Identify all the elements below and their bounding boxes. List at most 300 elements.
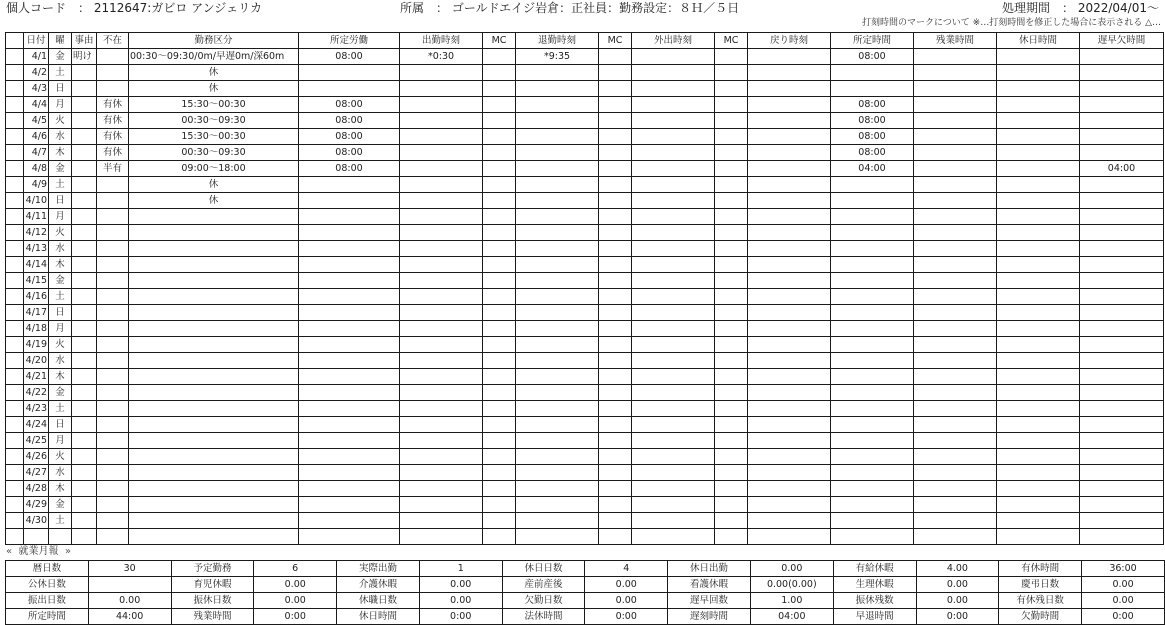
clock-out-mc-cell [599,257,632,273]
clock-out-cell [516,401,599,417]
clock-in-cell [400,433,483,449]
return-cell [748,65,831,81]
holiday-hours-cell [997,49,1080,65]
return-cell [748,49,831,65]
absence-cell [97,369,129,385]
reason-cell [72,257,97,273]
clock-in-mc-cell [483,161,516,177]
department [400,0,739,16]
absence-cell [97,497,129,513]
summary-label: 産前産後 [502,577,585,593]
monthly-summary-body [6,561,1165,625]
late-early-cell [1080,273,1164,289]
overtime-cell [914,401,997,417]
table-row[interactable] [6,145,1164,161]
scheduled-work-cell [299,385,400,401]
row-selector[interactable] [6,209,24,225]
reason-cell [72,385,97,401]
clock-out-mc-cell [599,497,632,513]
fixed-hours-cell [831,257,914,273]
clock-in-mc-cell [483,401,516,417]
table-row[interactable] [6,209,1164,225]
fixed-hours-cell: 08:00 [831,129,914,145]
row-selector[interactable] [6,65,24,81]
return-cell [748,193,831,209]
absence-cell [97,337,129,353]
return-cell [748,369,831,385]
row-selector[interactable] [6,305,24,321]
scheduled-work-cell: 08:00 [299,49,400,65]
table-row[interactable] [6,369,1164,385]
clock-out-mc-cell [599,209,632,225]
absence-cell [97,321,129,337]
date-cell: 4/23 [24,401,49,417]
shift-cell [129,241,299,257]
clock-out-mc-cell [599,273,632,289]
go-out-cell [632,401,715,417]
holiday-hours-cell [997,449,1080,465]
row-selector[interactable] [6,129,24,145]
reason-cell [72,513,97,529]
late-early-cell [1080,417,1164,433]
fixed-hours-cell [831,369,914,385]
overtime-cell [914,145,997,161]
clock-in-mc-cell [483,257,516,273]
column-header [6,33,24,49]
table-row[interactable] [6,433,1164,449]
scheduled-work-cell [299,369,400,385]
clock-out-mc-cell [599,449,632,465]
overtime-cell [914,497,997,513]
reason-cell [72,321,97,337]
late-early-cell [1080,241,1164,257]
holiday-hours-cell [997,209,1080,225]
table-row[interactable] [6,289,1164,305]
summary-value: 1.00 [750,593,833,609]
fixed-hours-cell [831,225,914,241]
summary-label: 休日日数 [502,561,585,577]
monthly-report-heading[interactable] [6,545,71,559]
go-out-mc-cell [715,401,748,417]
date-cell: 4/13 [24,241,49,257]
overtime-cell [914,81,997,97]
shift-cell: 00:30～09:30/0m/早遅0m/深60m [129,49,299,65]
fixed-hours-cell [831,385,914,401]
clock-in-mc-cell [483,49,516,65]
reason-cell [72,433,97,449]
date-cell: 4/30 [24,513,49,529]
row-selector[interactable] [6,193,24,209]
overtime-cell [914,529,997,545]
summary-label: 法休時間 [502,609,585,625]
shift-cell [129,369,299,385]
go-out-mc-cell [715,209,748,225]
row-selector[interactable] [6,353,24,369]
weekday-cell: 水 [49,241,72,257]
fixed-hours-cell [831,289,914,305]
scheduled-work-cell [299,481,400,497]
late-early-cell [1080,193,1164,209]
holiday-hours-cell [997,241,1080,257]
late-early-cell [1080,513,1164,529]
reason-cell [72,529,97,545]
absence-cell [97,513,129,529]
return-cell [748,337,831,353]
clock-in-cell [400,481,483,497]
summary-label: 休日出勤 [668,561,751,577]
holiday-hours-cell [997,369,1080,385]
monthly-report-next[interactable]: » [64,546,71,557]
clock-in-mc-cell [483,241,516,257]
late-early-cell [1080,81,1164,97]
monthly-summary-table [5,560,1165,625]
overtime-cell [914,321,997,337]
clock-in-cell [400,145,483,161]
table-row[interactable] [6,401,1164,417]
date-cell: 4/8 [24,161,49,177]
clock-out-mc-cell [599,385,632,401]
row-selector[interactable] [6,417,24,433]
fixed-hours-cell [831,337,914,353]
department-label: 所属 ： [400,1,449,15]
late-early-cell [1080,353,1164,369]
summary-value: 0.00 [254,593,337,609]
clock-out-cell [516,529,599,545]
table-row[interactable] [6,417,1164,433]
go-out-mc-cell [715,529,748,545]
overtime-cell [914,385,997,401]
overtime-cell [914,177,997,193]
summary-label: 育児休暇 [171,577,254,593]
absence-cell [97,289,129,305]
fixed-hours-cell [831,481,914,497]
table-row[interactable] [6,177,1164,193]
table-row[interactable] [6,257,1164,273]
holiday-hours-cell [997,305,1080,321]
weekday-cell: 金 [49,385,72,401]
table-row[interactable] [6,481,1164,497]
overtime-cell [914,129,997,145]
summary-value: 04:00 [750,609,833,625]
shift-cell: 15:30～00:30 [129,129,299,145]
clock-out-mc-cell [599,177,632,193]
row-selector[interactable] [6,49,24,65]
weekday-cell: 月 [49,97,72,113]
holiday-hours-cell [997,81,1080,97]
holiday-hours-cell [997,353,1080,369]
reason-cell [72,497,97,513]
absence-cell [97,257,129,273]
table-row[interactable] [6,49,1164,65]
table-row[interactable] [6,497,1164,513]
return-cell [748,145,831,161]
row-selector[interactable] [6,449,24,465]
summary-value: 6 [254,561,337,577]
clock-out-mc-cell [599,529,632,545]
date-cell: 4/24 [24,417,49,433]
absence-cell [97,449,129,465]
clock-in-mc-cell [483,529,516,545]
holiday-hours-cell [997,273,1080,289]
holiday-hours-cell [997,129,1080,145]
summary-value: 0.00 [585,577,668,593]
stamp-mark-note: 打刻時間のマークについて ※…打刻時間を修正した場合に表示される △… [861,18,1161,28]
row-selector[interactable] [6,177,24,193]
absence-cell [97,305,129,321]
scheduled-work-cell [299,193,400,209]
clock-in-cell [400,161,483,177]
row-selector[interactable] [6,481,24,497]
clock-out-cell [516,465,599,481]
late-early-cell [1080,497,1164,513]
late-early-cell [1080,305,1164,321]
clock-in-mc-cell [483,385,516,401]
clock-out-cell [516,273,599,289]
row-selector[interactable] [6,513,24,529]
absence-cell [97,209,129,225]
row-selector[interactable] [6,113,24,129]
monthly-report-prev[interactable]: « [6,546,13,557]
overtime-cell [914,209,997,225]
scheduled-work-cell [299,241,400,257]
return-cell [748,289,831,305]
reason-cell [72,289,97,305]
overtime-cell [914,193,997,209]
scheduled-work-cell [299,257,400,273]
reason-cell [72,401,97,417]
row-selector[interactable] [6,401,24,417]
go-out-mc-cell [715,225,748,241]
date-cell: 4/28 [24,481,49,497]
table-row[interactable] [6,321,1164,337]
clock-out-cell [516,289,599,305]
absence-cell [97,193,129,209]
holiday-hours-cell [997,513,1080,529]
column-header: MC [599,33,632,49]
table-row[interactable] [6,65,1164,81]
fixed-hours-cell: 04:00 [831,161,914,177]
table-row[interactable] [6,353,1164,369]
clock-out-mc-cell [599,97,632,113]
absence-cell [97,417,129,433]
summary-row [6,561,1165,577]
absence-cell [97,49,129,65]
holiday-hours-cell [997,289,1080,305]
late-early-cell [1080,49,1164,65]
absence-cell: 有休 [97,97,129,113]
clock-in-cell [400,321,483,337]
clock-out-cell [516,497,599,513]
return-cell [748,225,831,241]
processing-period-value: 2022/04/01～ [1077,1,1159,15]
reason-cell [72,161,97,177]
column-header: 退勤時刻 [516,33,599,49]
go-out-cell [632,305,715,321]
date-cell: 4/4 [24,97,49,113]
overtime-cell [914,369,997,385]
table-row[interactable] [6,305,1164,321]
shift-cell [129,481,299,497]
return-cell [748,97,831,113]
weekday-cell: 土 [49,65,72,81]
summary-value: 0.00 [916,593,999,609]
fixed-hours-cell [831,65,914,81]
reason-cell [72,449,97,465]
summary-value: 4.00 [916,561,999,577]
table-row[interactable] [6,193,1164,209]
row-selector[interactable] [6,161,24,177]
reason-cell [72,145,97,161]
overtime-cell [914,433,997,449]
table-row[interactable] [6,129,1164,145]
summary-label: 振休日数 [171,593,254,609]
clock-in-cell [400,65,483,81]
summary-value: 44:00 [88,609,171,625]
table-row[interactable] [6,225,1164,241]
monthly-report-title: 就業月報 [18,546,59,557]
summary-label: 遅刻時間 [668,609,751,625]
row-selector[interactable] [6,289,24,305]
scheduled-work-cell [299,497,400,513]
row-selector[interactable] [6,337,24,353]
row-selector[interactable] [6,257,24,273]
attendance-table [5,32,1164,545]
weekday-cell: 金 [49,49,72,65]
clock-out-cell [516,193,599,209]
summary-value: 0:00 [585,609,668,625]
table-row[interactable] [6,337,1164,353]
return-cell [748,209,831,225]
return-cell [748,401,831,417]
weekday-cell: 日 [49,81,72,97]
shift-cell: 00:30～09:30 [129,145,299,161]
row-selector[interactable] [6,529,24,545]
shift-cell: 00:30～09:30 [129,113,299,129]
return-cell [748,417,831,433]
clock-in-cell [400,305,483,321]
weekday-cell: 月 [49,433,72,449]
absence-cell [97,81,129,97]
reason-cell [72,369,97,385]
row-selector[interactable] [6,497,24,513]
clock-out-cell [516,353,599,369]
clock-in-mc-cell [483,321,516,337]
row-selector[interactable] [6,273,24,289]
clock-in-mc-cell [483,465,516,481]
clock-in-mc-cell [483,81,516,97]
table-row[interactable] [6,513,1164,529]
clock-in-mc-cell [483,353,516,369]
fixed-hours-cell [831,193,914,209]
processing-period [1002,0,1159,16]
reason-cell [72,193,97,209]
absence-cell [97,177,129,193]
row-selector[interactable] [6,433,24,449]
go-out-mc-cell [715,369,748,385]
row-selector[interactable] [6,81,24,97]
late-early-cell [1080,369,1164,385]
holiday-hours-cell [997,481,1080,497]
go-out-mc-cell [715,337,748,353]
row-selector[interactable] [6,385,24,401]
table-row[interactable] [6,273,1164,289]
fixed-hours-cell: 08:00 [831,97,914,113]
table-row[interactable] [6,385,1164,401]
table-row[interactable] [6,81,1164,97]
table-row[interactable] [6,113,1164,129]
summary-label: 公休日数 [6,577,89,593]
go-out-cell [632,513,715,529]
table-row[interactable] [6,449,1164,465]
reason-cell [72,225,97,241]
return-cell [748,529,831,545]
reason-cell [72,305,97,321]
go-out-cell [632,353,715,369]
go-out-mc-cell [715,161,748,177]
clock-out-cell [516,481,599,497]
row-selector[interactable] [6,369,24,385]
return-cell [748,273,831,289]
column-header: 事由 [72,33,97,49]
fixed-hours-cell: 08:00 [831,145,914,161]
fixed-hours-cell [831,305,914,321]
shift-cell [129,257,299,273]
row-selector[interactable] [6,97,24,113]
clock-out-mc-cell [599,145,632,161]
absence-cell [97,529,129,545]
table-row[interactable] [6,465,1164,481]
clock-out-cell [516,337,599,353]
clock-in-mc-cell [483,433,516,449]
clock-out-mc-cell [599,513,632,529]
clock-out-mc-cell [599,49,632,65]
shift-cell [129,305,299,321]
row-selector[interactable] [6,241,24,257]
row-selector[interactable] [6,225,24,241]
go-out-mc-cell [715,497,748,513]
table-row[interactable] [6,97,1164,113]
column-header: 残業時間 [914,33,997,49]
row-selector[interactable] [6,465,24,481]
clock-out-mc-cell [599,417,632,433]
clock-out-cell [516,257,599,273]
go-out-cell [632,129,715,145]
shift-cell [129,417,299,433]
late-early-cell [1080,321,1164,337]
table-row[interactable] [6,161,1164,177]
summary-label: 遅早回数 [668,593,751,609]
return-cell [748,177,831,193]
table-row[interactable] [6,529,1164,545]
row-selector[interactable] [6,145,24,161]
summary-label: 予定勤務 [171,561,254,577]
table-row[interactable] [6,241,1164,257]
absence-cell [97,65,129,81]
summary-row [6,609,1165,625]
row-selector[interactable] [6,321,24,337]
absence-cell [97,465,129,481]
column-header: 所定労働 [299,33,400,49]
go-out-mc-cell [715,81,748,97]
absence-cell [97,481,129,497]
clock-in-cell [400,97,483,113]
reason-cell [72,113,97,129]
clock-in-cell [400,177,483,193]
fixed-hours-cell [831,209,914,225]
overtime-cell [914,513,997,529]
department-value: ゴールドエイジ岩倉：正社員：勤務設定：８Ｈ／５日 [451,1,740,15]
go-out-mc-cell [715,65,748,81]
